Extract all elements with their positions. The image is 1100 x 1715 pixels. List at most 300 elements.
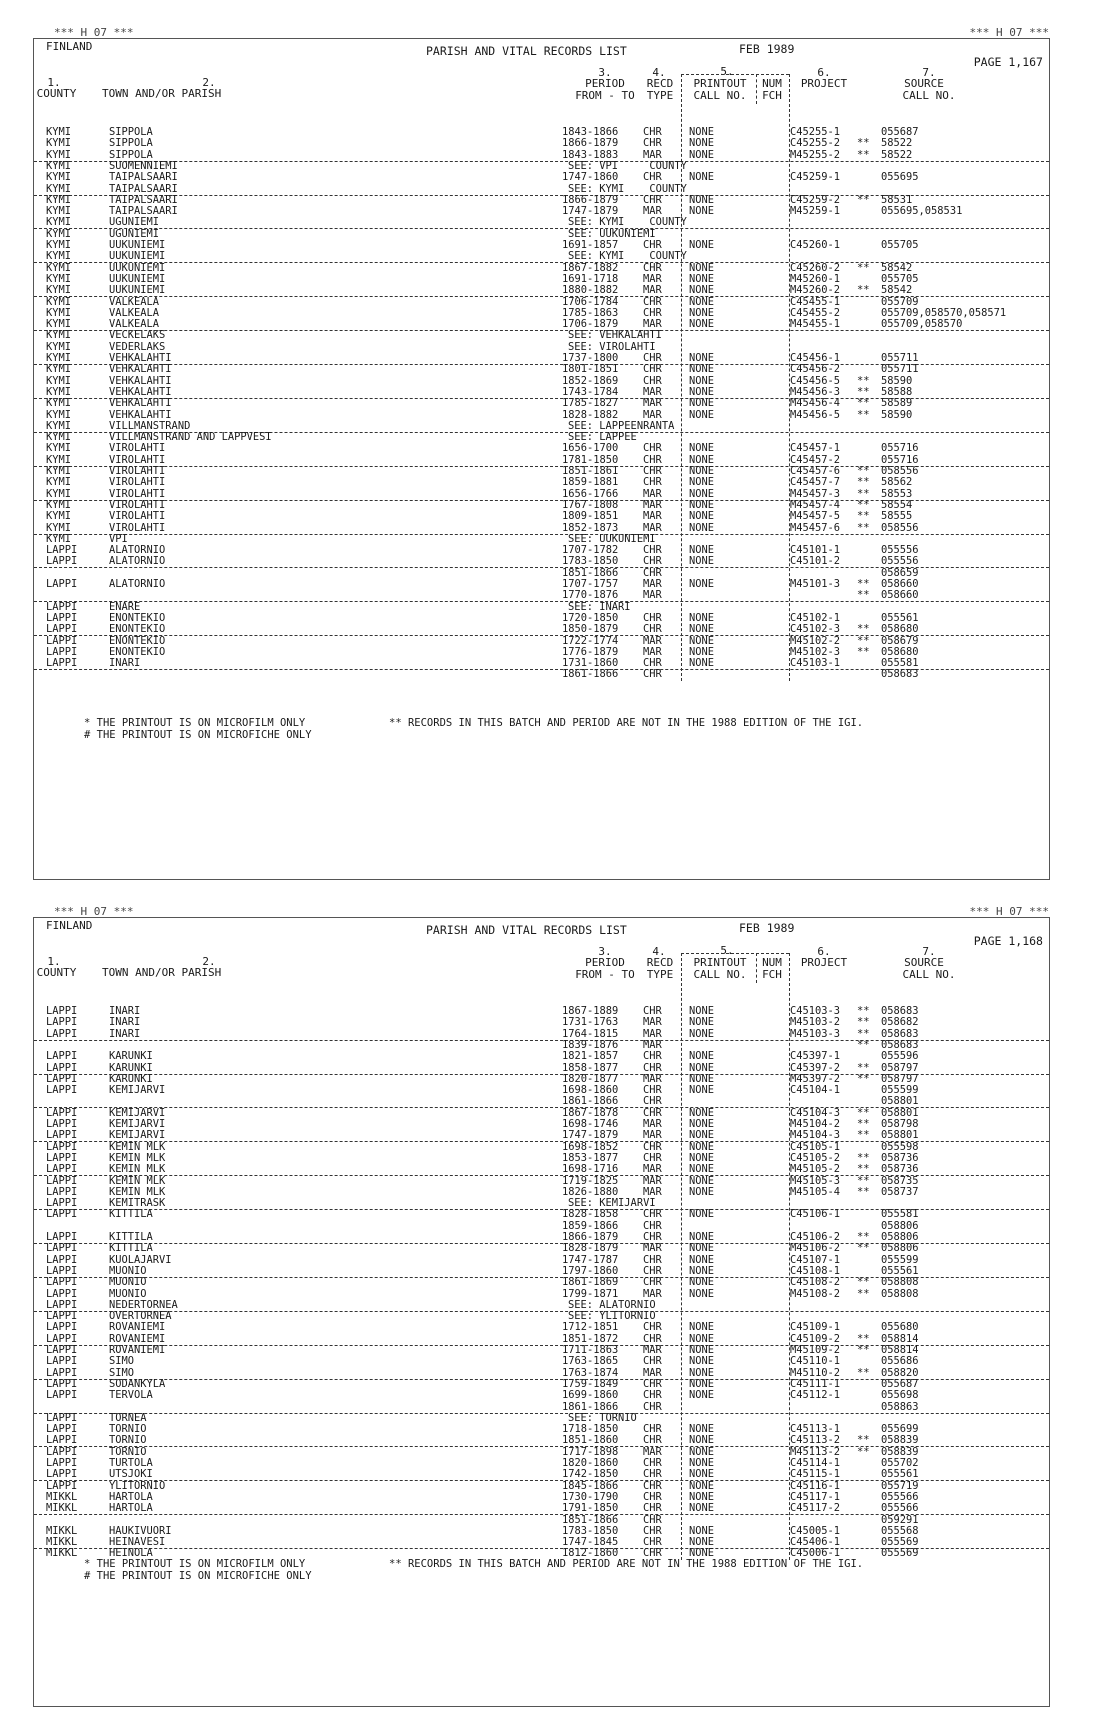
printout-group-rule — [681, 74, 789, 75]
period-cell: 1737-1800 — [562, 352, 619, 364]
town-cell: TAIPALSAARI — [109, 171, 178, 184]
county-cell: LAPPI — [46, 1253, 78, 1266]
period-cell: 1706-1784 — [562, 295, 619, 308]
footnote-microfilm: * THE PRINTOUT IS ON MICROFILM ONLY — [84, 1558, 306, 1570]
record-type-cell: MAR — [643, 589, 662, 602]
col-num-4: 4. — [652, 66, 666, 79]
col-num-4: 4. — [652, 945, 666, 958]
town-cell: TORNIO — [109, 1423, 147, 1436]
source-call-cell: 055596 — [881, 1050, 919, 1063]
project-cell: C45255-1 — [790, 126, 841, 138]
printout-cell: NONE — [689, 295, 715, 308]
record-type-cell: CHR — [643, 544, 662, 557]
printout-cell: NONE — [689, 352, 715, 364]
county-cell: LAPPI — [46, 1355, 78, 1368]
source-call-cell: 055569 — [881, 1536, 919, 1549]
report-date: FEB 1989 — [739, 921, 795, 935]
project-cell: M45457-3 — [790, 487, 841, 500]
record-type-cell: CHR — [643, 1208, 662, 1221]
col-num-1: 1. — [47, 955, 61, 968]
col-header-type: TYPE — [646, 89, 674, 102]
period-cell: 1783-1850 — [562, 1524, 619, 1537]
record-type-cell: MAR — [643, 1016, 662, 1029]
col-header-fch: FCH — [762, 89, 782, 102]
project-cell: C45108-2 — [790, 1276, 841, 1289]
igi-flag-cell: ** — [857, 1061, 870, 1074]
record-row — [34, 443, 1049, 454]
report-title: PARISH AND VITAL RECORDS LIST — [426, 44, 627, 58]
town-cell: VIROLAHTI — [109, 453, 166, 466]
period-cell: 1747-1787 — [562, 1253, 619, 1266]
printout-cell: NONE — [689, 645, 715, 658]
town-cell: KARUNKI — [109, 1050, 153, 1063]
igi-flag-cell: ** — [857, 1016, 870, 1029]
county-cell: KYMI — [46, 205, 72, 218]
printout-cell: NONE — [689, 1208, 715, 1221]
igi-flag-cell: ** — [857, 1276, 870, 1289]
record-row — [34, 669, 1049, 680]
county-cell: KYMI — [46, 284, 72, 297]
town-cell: KUOLAJARVI — [109, 1253, 172, 1266]
period-cell: 1707-1782 — [562, 544, 619, 557]
town-cell: SIPPOLA — [109, 126, 153, 138]
see-reference-cell: SEE: INARI — [568, 600, 631, 613]
county-cell: LAPPI — [46, 1411, 78, 1424]
period-cell: 1867-1889 — [562, 1005, 619, 1017]
see-reference-cell: SEE: KYMI COUNTY — [568, 250, 687, 263]
period-cell: 1866-1879 — [562, 137, 619, 150]
igi-flag-cell: ** — [857, 1129, 870, 1142]
project-cell: C45406-1 — [790, 1536, 841, 1549]
col-num-7: 7. — [922, 66, 936, 79]
period-cell: 1859-1881 — [562, 476, 619, 489]
igi-flag-cell: ** — [857, 1185, 870, 1198]
county-cell: LAPPI — [46, 1434, 78, 1447]
record-type-cell: MAR — [643, 1027, 662, 1040]
project-cell: C45457-1 — [790, 442, 841, 455]
col-header-period-range: FROM - TO — [575, 968, 635, 981]
printout-cell: NONE — [689, 1434, 715, 1447]
source-call-cell: 055556 — [881, 544, 919, 557]
project-cell: C45109-1 — [790, 1321, 841, 1334]
town-cell: KITTILA — [109, 1208, 153, 1221]
town-cell: ROVANIEMI — [109, 1332, 166, 1345]
period-cell: 1809-1851 — [562, 510, 619, 523]
county-cell: LAPPI — [46, 1129, 78, 1142]
project-cell: C45103-1 — [790, 657, 841, 670]
col-header-printout: PRINTOUT — [693, 956, 747, 969]
printout-cell: NONE — [689, 1502, 715, 1515]
igi-flag-cell: ** — [857, 1106, 870, 1119]
period-cell: 1719-1825 — [562, 1174, 619, 1187]
town-cell: VEDERLAKS — [109, 340, 166, 353]
record-type-cell: MAR — [643, 498, 662, 511]
col-header-period: PERIOD — [585, 956, 625, 969]
source-call-cell: 058806 — [881, 1219, 919, 1232]
source-call-cell: 58542 — [881, 261, 913, 274]
period-cell: 1852-1873 — [562, 521, 619, 534]
county-cell: LAPPI — [46, 1479, 78, 1492]
project-cell: C45104-3 — [790, 1106, 841, 1119]
source-call-cell: 058798 — [881, 1118, 919, 1130]
col-header-num: NUM — [762, 77, 782, 90]
igi-flag-cell: ** — [857, 645, 870, 658]
source-call-cell: 055716 — [881, 453, 919, 466]
period-cell: 1785-1863 — [562, 306, 619, 319]
town-cell: HAUKIVUORI — [109, 1524, 172, 1537]
county-cell: KYMI — [46, 250, 72, 263]
printout-cell: NONE — [689, 1140, 715, 1153]
printout-cell: NONE — [689, 1445, 715, 1458]
printout-cell: NONE — [689, 1016, 715, 1029]
county-cell: KYMI — [46, 295, 72, 308]
project-cell: C45456-5 — [790, 374, 841, 387]
county-cell: KYMI — [46, 261, 72, 274]
footnote-microfiche: # THE PRINTOUT IS ON MICROFICHE ONLY — [84, 1570, 312, 1582]
source-call-cell: 058820 — [881, 1366, 919, 1379]
record-type-cell: CHR — [643, 126, 662, 138]
printout-cell: NONE — [689, 1479, 715, 1492]
county-cell: KYMI — [46, 182, 72, 195]
county-cell: KYMI — [46, 476, 72, 489]
sheet-code-right: *** H 07 *** — [969, 26, 1049, 39]
record-type-cell: CHR — [643, 1400, 662, 1413]
source-call-cell: 058736 — [881, 1163, 919, 1176]
col-header-call-no: CALL NO. — [693, 89, 747, 102]
record-type-cell: CHR — [643, 1479, 662, 1492]
county-cell: LAPPI — [46, 1310, 78, 1323]
town-cell: ALATORNIO — [109, 555, 166, 568]
record-type-cell: MAR — [643, 1445, 662, 1458]
period-cell: 1698-1860 — [562, 1084, 619, 1097]
project-cell: M45456-4 — [790, 397, 841, 410]
period-cell: 1763-1874 — [562, 1366, 619, 1379]
town-cell: ALATORNIO — [109, 544, 166, 557]
record-type-cell: MAR — [643, 1038, 662, 1051]
county-cell: KYMI — [46, 126, 72, 138]
period-cell: 1799-1871 — [562, 1287, 619, 1300]
record-type-cell: CHR — [643, 1151, 662, 1164]
period-cell: 1747-1860 — [562, 171, 619, 184]
col-header-county: COUNTY — [36, 87, 77, 100]
period-cell: 1730-1790 — [562, 1490, 619, 1503]
page-number: PAGE 1,167 — [973, 55, 1043, 69]
county-cell: MIKKL — [46, 1547, 78, 1560]
project-cell: M45103-2 — [790, 1016, 841, 1029]
project-cell: M45104-3 — [790, 1129, 841, 1142]
printout-cell: NONE — [689, 205, 715, 218]
county-cell: KYMI — [46, 487, 72, 500]
record-type-cell: CHR — [643, 374, 662, 387]
source-call-cell: 055709,058570 — [881, 318, 963, 331]
record-row — [34, 1402, 1049, 1414]
town-cell: YLITORNIO — [109, 1479, 166, 1492]
record-row — [34, 1289, 1049, 1300]
printout-cell: NONE — [689, 510, 715, 523]
town-cell: VIROLAHTI — [109, 487, 166, 500]
source-call-cell: 055561 — [881, 1468, 919, 1481]
see-reference-cell: SEE: ALATORNIO — [568, 1298, 656, 1311]
source-call-cell: 058797 — [881, 1072, 919, 1085]
project-cell: C45456-1 — [790, 352, 841, 364]
period-cell: 1743-1784 — [562, 385, 619, 398]
source-call-cell: 055709 — [881, 295, 919, 308]
town-cell: SIPPOLA — [109, 148, 153, 161]
record-type-cell: MAR — [643, 1242, 662, 1255]
project-cell: M45108-2 — [790, 1287, 841, 1300]
source-call-cell: 058839 — [881, 1434, 919, 1447]
record-type-cell: CHR — [643, 1536, 662, 1549]
period-cell: 1759-1849 — [562, 1377, 619, 1390]
county-cell: LAPPI — [46, 1332, 78, 1345]
record-type-cell: MAR — [643, 148, 662, 161]
project-cell: M45455-1 — [790, 318, 841, 331]
sheet-code-right: *** H 07 *** — [969, 905, 1049, 918]
see-reference-cell: SEE: TORNIO — [568, 1411, 637, 1424]
igi-flag-cell: ** — [857, 510, 870, 523]
igi-flag-cell: ** — [857, 1174, 870, 1187]
period-cell: 1861-1866 — [562, 668, 619, 681]
record-type-cell: MAR — [643, 510, 662, 523]
col-header-printout: PRINTOUT — [693, 77, 747, 90]
county-cell: KYMI — [46, 363, 72, 376]
county-cell: KYMI — [46, 510, 72, 523]
record-type-cell: CHR — [643, 1276, 662, 1289]
record-type-cell: CHR — [643, 1547, 662, 1560]
record-type-cell: CHR — [643, 1231, 662, 1243]
record-row — [34, 1481, 1049, 1492]
town-cell: UUKUNIEMI — [109, 272, 166, 285]
record-row — [34, 138, 1049, 149]
project-cell: C45109-2 — [790, 1332, 841, 1345]
record-type-cell: CHR — [643, 1219, 662, 1232]
printout-cell: NONE — [689, 1287, 715, 1300]
source-call-cell: 055581 — [881, 1208, 919, 1221]
printout-cell: NONE — [689, 498, 715, 511]
record-type-cell: CHR — [643, 1106, 662, 1119]
source-call-cell: 58555 — [881, 510, 913, 523]
county-cell: MIKKL — [46, 1502, 78, 1515]
county-cell: LAPPI — [46, 634, 78, 647]
town-cell: KEMIN MLK — [109, 1140, 166, 1153]
igi-flag-cell: ** — [857, 284, 870, 297]
record-type-cell: MAR — [643, 578, 662, 590]
project-cell: C45259-1 — [790, 171, 841, 184]
record-type-cell: CHR — [643, 171, 662, 184]
printout-cell: NONE — [689, 1468, 715, 1481]
county-cell: LAPPI — [46, 555, 78, 568]
town-cell: VIROLAHTI — [109, 476, 166, 489]
source-call-cell: 055687 — [881, 1377, 919, 1390]
source-call-cell: 058806 — [881, 1242, 919, 1255]
footnote-microfilm: * THE PRINTOUT IS ON MICROFILM ONLY — [84, 717, 306, 729]
town-cell: UUKUNIEMI — [109, 250, 166, 263]
source-call-cell: 055687 — [881, 126, 919, 138]
record-type-cell: MAR — [643, 487, 662, 500]
col-num-5: 5. — [720, 65, 734, 78]
county-cell: LAPPI — [46, 1027, 78, 1040]
project-cell: M45113-2 — [790, 1445, 841, 1458]
sheet-code-left: *** H 07 *** — [54, 905, 134, 918]
town-cell: VIROLAHTI — [109, 510, 166, 523]
project-cell: M45110-2 — [790, 1366, 841, 1379]
town-cell: HARTOLA — [109, 1490, 153, 1503]
county-cell: MIKKL — [46, 1536, 78, 1549]
period-cell: 1812-1860 — [562, 1547, 619, 1560]
project-cell: C45101-1 — [790, 544, 841, 557]
county-cell: KYMI — [46, 442, 72, 455]
printout-cell: NONE — [689, 1423, 715, 1436]
county-cell: KYMI — [46, 171, 72, 184]
printout-cell: NONE — [689, 1061, 715, 1074]
period-cell: 1742-1850 — [562, 1468, 619, 1481]
town-cell: VEHKALAHTI — [109, 352, 172, 364]
record-type-cell: MAR — [643, 521, 662, 534]
town-cell: VILLMANSTRAND — [109, 419, 191, 432]
source-call-cell: 055719 — [881, 1479, 919, 1492]
see-reference-cell: SEE: UUKUNIEMI — [568, 532, 656, 545]
project-cell: C45117-2 — [790, 1502, 841, 1515]
county-cell: LAPPI — [46, 1468, 78, 1481]
county-cell: KYMI — [46, 431, 72, 444]
igi-flag-cell: ** — [857, 1038, 870, 1051]
printout-cell: NONE — [689, 126, 715, 138]
project-cell: C45116-1 — [790, 1479, 841, 1492]
record-row — [34, 511, 1049, 522]
source-call-cell: 058806 — [881, 1231, 919, 1243]
record-type-cell: MAR — [643, 1118, 662, 1130]
period-cell: 1801-1851 — [562, 363, 619, 376]
source-call-cell: 058814 — [881, 1344, 919, 1356]
record-row — [34, 319, 1049, 331]
project-cell: C45117-1 — [790, 1490, 841, 1503]
igi-flag-cell: ** — [857, 465, 870, 477]
town-cell: ROVANIEMI — [109, 1321, 166, 1334]
period-cell: 1858-1877 — [562, 1061, 619, 1074]
county-cell: LAPPI — [46, 1185, 78, 1198]
record-type-cell: MAR — [643, 284, 662, 297]
source-call-cell: 58562 — [881, 476, 913, 489]
period-cell: 1698-1746 — [562, 1118, 619, 1130]
period-cell: 1880-1882 — [562, 284, 619, 297]
source-call-cell: 58522 — [881, 137, 913, 150]
project-cell: M45457-4 — [790, 498, 841, 511]
source-call-cell: 055695 — [881, 171, 919, 184]
county-cell: LAPPI — [46, 1016, 78, 1029]
county-cell: KYMI — [46, 352, 72, 364]
printout-cell: NONE — [689, 1084, 715, 1097]
printout-cell: NONE — [689, 1457, 715, 1469]
county-cell: KYMI — [46, 227, 72, 240]
source-call-cell: 055716 — [881, 442, 919, 455]
period-cell: 1791-1850 — [562, 1502, 619, 1515]
county-cell: LAPPI — [46, 578, 78, 590]
record-type-cell: MAR — [643, 1163, 662, 1176]
county-cell: LAPPI — [46, 1197, 78, 1210]
page-number: PAGE 1,168 — [973, 934, 1043, 948]
col-header-source-call: CALL NO. — [902, 89, 956, 102]
printout-cell: NONE — [689, 408, 715, 421]
period-cell: 1820-1877 — [562, 1072, 619, 1085]
source-call-cell: 58522 — [881, 148, 913, 161]
town-cell: ENONTEKIO — [109, 645, 166, 658]
igi-flag-cell: ** — [857, 578, 870, 590]
project-cell: M45102-3 — [790, 645, 841, 658]
period-cell: 1821-1857 — [562, 1050, 619, 1063]
printout-cell: NONE — [689, 1332, 715, 1345]
town-cell: NEDERTORNEA — [109, 1298, 178, 1311]
printout-cell: NONE — [689, 1344, 715, 1356]
country-name: FINLAND — [46, 919, 93, 932]
source-call-cell: 055569 — [881, 1547, 919, 1560]
record-type-cell: CHR — [643, 1095, 662, 1108]
igi-flag-cell: ** — [857, 1151, 870, 1164]
project-cell: C45456-2 — [790, 363, 841, 376]
town-cell: UUKUNIEMI — [109, 284, 166, 297]
source-call-cell: 058801 — [881, 1129, 919, 1142]
record-type-cell: MAR — [643, 272, 662, 285]
col-header-call-no: CALL NO. — [693, 968, 747, 981]
town-cell: VEHKALAHTI — [109, 397, 172, 410]
printout-cell: NONE — [689, 1005, 715, 1017]
period-cell: 1770-1876 — [562, 589, 619, 602]
record-type-cell: CHR — [643, 1490, 662, 1503]
igi-flag-cell: ** — [857, 521, 870, 534]
project-cell: C45108-1 — [790, 1264, 841, 1277]
col-header-source-call: CALL NO. — [902, 968, 956, 981]
county-cell: KYMI — [46, 453, 72, 466]
printout-cell: NONE — [689, 193, 715, 206]
county-cell: KYMI — [46, 397, 72, 410]
record-row — [34, 602, 1049, 613]
record-row — [34, 330, 1049, 341]
project-cell: C45006-1 — [790, 1547, 841, 1560]
igi-flag-cell: ** — [857, 374, 870, 387]
igi-flag-cell: ** — [857, 1344, 870, 1356]
record-type-cell: MAR — [643, 318, 662, 331]
printout-cell: NONE — [689, 318, 715, 331]
county-cell: KYMI — [46, 159, 72, 172]
county-cell: LAPPI — [46, 1287, 78, 1300]
record-type-cell: CHR — [643, 306, 662, 319]
project-cell: C45106-2 — [790, 1231, 841, 1243]
printout-cell: NONE — [689, 611, 715, 624]
project-cell: C45113-1 — [790, 1423, 841, 1436]
record-type-cell: CHR — [643, 239, 662, 251]
record-row — [34, 1356, 1049, 1367]
printout-cell: NONE — [689, 1355, 715, 1368]
col-header-fch: FCH — [762, 968, 782, 981]
record-row — [34, 1255, 1049, 1266]
county-cell: LAPPI — [46, 600, 78, 613]
record-row — [34, 206, 1049, 217]
col-num-7: 7. — [922, 945, 936, 958]
county-cell: LAPPI — [46, 657, 78, 670]
col-num-5: 5. — [720, 944, 734, 957]
project-cell: C45255-2 — [790, 137, 841, 150]
col-header-project: PROJECT — [800, 77, 848, 90]
record-row — [34, 217, 1049, 229]
record-row — [34, 376, 1049, 387]
project-cell: C45111-1 — [790, 1377, 841, 1390]
project-cell: C45106-1 — [790, 1208, 841, 1221]
record-row — [34, 1017, 1049, 1028]
record-sheet-2 — [33, 905, 1050, 1707]
period-cell: 1828-1879 — [562, 1242, 619, 1255]
see-reference-cell: SEE: VIROLAHTI — [568, 340, 656, 353]
county-cell: LAPPI — [46, 611, 78, 624]
period-cell: 1718-1850 — [562, 1423, 619, 1436]
